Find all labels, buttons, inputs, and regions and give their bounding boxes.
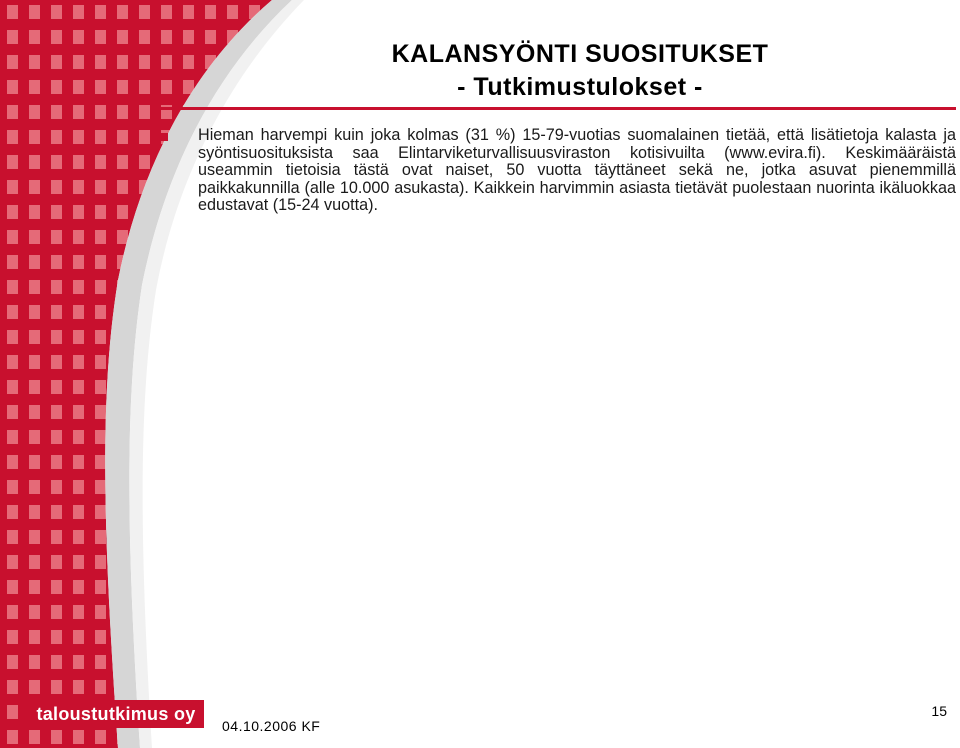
- square-bullet-icon: [160, 133, 168, 141]
- logo-text: taloustutkimus oy: [36, 703, 196, 724]
- slide-title: [300, 38, 860, 104]
- title-divider: [160, 107, 956, 110]
- footer-date: 04.10.2006 KF: [222, 718, 321, 734]
- page-number: 15: [931, 703, 947, 719]
- title-line-1: KALANSYÖNTI SUOSITUKSET: [391, 40, 769, 68]
- company-logo: [28, 700, 204, 728]
- title-line-2: - Tutkimustulokset -: [457, 73, 703, 101]
- bullet-paragraph: Hieman harvempi kuin joka kolmas (31 %) 15-79-vuotias suomalainen tietää, että lisätietoja kalasta ja syöntisuosituksista saa Elintarviketurvallisuusviraston kotisivuilta (www.evira.fi). Keskimääräistä useammin tietoisia tästä ovat naiset, 50 vuotta täyttäneet sekä ne, jotka asuvat pienemmillä paikkakunnilla (alle 10.000 asukasta). Kaikkein harvimmin asiasta tietävät puolestaan nuorinta ikäluokkaa edustavat (15-24 vuotta).: [198, 126, 956, 214]
